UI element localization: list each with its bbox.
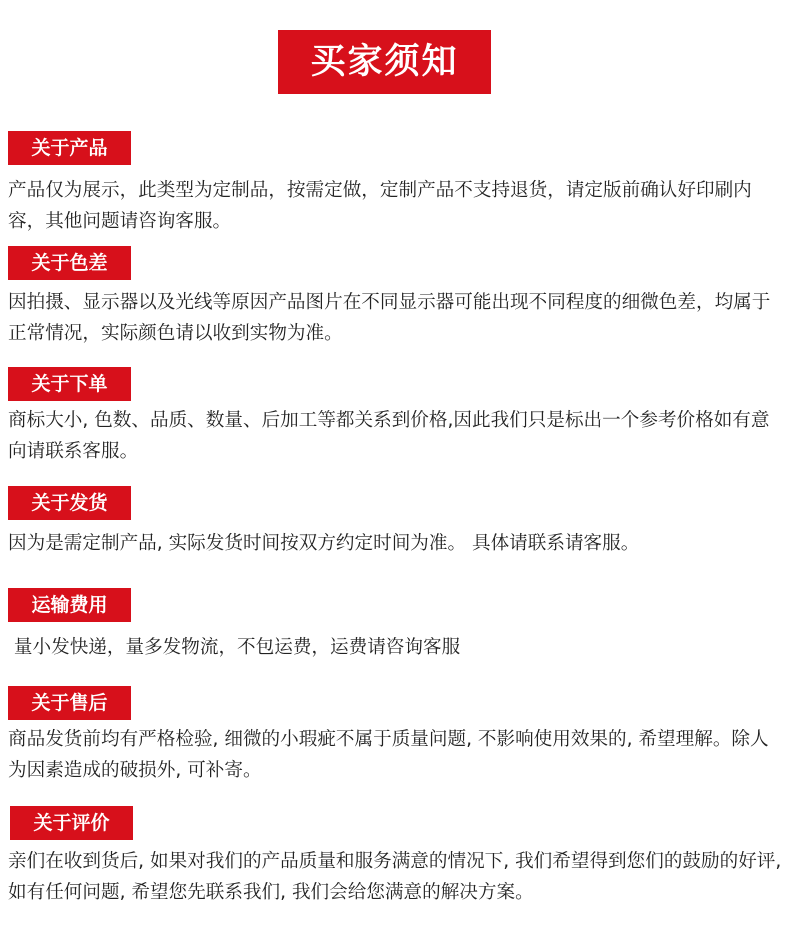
section-text-freight: 量小发快递，量多发物流，不包运费，运费请咨询客服 bbox=[8, 637, 461, 658]
section-label-product: 关于产品 bbox=[8, 131, 131, 165]
page-title: 买家须知 bbox=[278, 30, 491, 94]
section-text-ordering: 商标大小, 色数、品质、数量、后加工等都关系到价格,因此我们只是标出一个参考价格如有意向请联系客服。 bbox=[8, 410, 770, 462]
section-text-reviews: 亲们在收到货后, 如果对我们的产品质量和服务满意的情况下, 我们希望得到您们的鼓励的好评, 如有任何问题, 希望您先联系我们, 我们会给您满意的解决方案。 bbox=[8, 851, 788, 903]
section-label-ordering: 关于下单 bbox=[8, 367, 131, 401]
section-text-product: 产品仅为展示，此类型为定制品，按需定做，定制产品不支持退货，请定版前确认好印刷内容，其他问题请咨询客服。 bbox=[8, 180, 752, 232]
section-label-after-sales: 关于售后 bbox=[8, 686, 131, 720]
section-label-reviews: 关于评价 bbox=[10, 806, 133, 840]
section-text-shipping: 因为是需定制产品, 实际发货时间按双方约定时间为准。 具体请联系请客服。 bbox=[8, 533, 640, 554]
section-label-shipping: 关于发货 bbox=[8, 486, 131, 520]
section-text-after-sales: 商品发货前均有严格检验, 细微的小瑕疵不属于质量问题, 不影响使用效果的, 希望理解。除人为因素造成的破损外, 可补寄。 bbox=[8, 729, 769, 781]
section-label-freight: 运输费用 bbox=[8, 588, 131, 622]
section-label-color-difference: 关于色差 bbox=[8, 246, 131, 280]
section-text-color-difference: 因拍摄、显示器以及光线等原因产品图片在不同显示器可能出现不同程度的细微色差，均属于正常情况，实际颜色请以收到实物为准。 bbox=[8, 292, 771, 344]
